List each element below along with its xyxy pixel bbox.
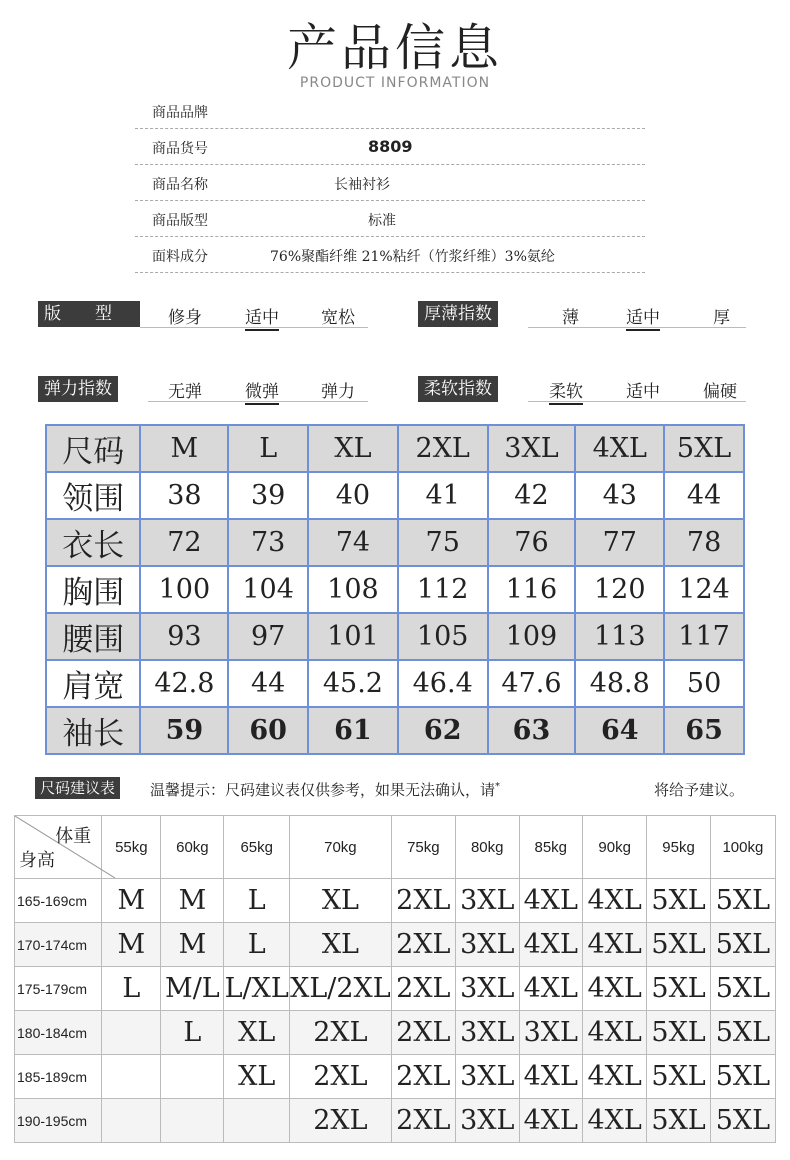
size-cell: 5XL xyxy=(710,967,775,1011)
size-cell: 64 xyxy=(575,707,664,754)
table-row xyxy=(46,566,744,613)
weight-header: 65kg xyxy=(224,816,290,879)
size-cell: 3XL xyxy=(455,879,519,923)
size-cell: 120 xyxy=(575,566,664,613)
height-label: 185-189cm xyxy=(15,1055,102,1099)
size-cell: 4XL xyxy=(519,967,583,1011)
size-cell: 2XL xyxy=(391,923,455,967)
weight-header: 55kg xyxy=(102,816,161,879)
table-row xyxy=(46,707,744,754)
page-subtitle: PRODUCT INFORMATION xyxy=(299,75,491,91)
weight-header: 80kg xyxy=(455,816,519,879)
size-cell: 104 xyxy=(228,566,308,613)
weight-header: 70kg xyxy=(290,816,392,879)
index-option: 宽松 xyxy=(321,308,355,328)
size-cell: 4XL xyxy=(519,1055,583,1099)
size-cell: 2XL xyxy=(391,1011,455,1055)
size-cell: 3XL xyxy=(455,1055,519,1099)
size-cell: 42.8 xyxy=(140,660,228,707)
size-cell: 5XL xyxy=(647,923,711,967)
size-cell: 4XL xyxy=(583,1099,647,1143)
size-cell: 65 xyxy=(664,707,744,754)
info-value: 8809 xyxy=(368,137,413,156)
size-cell: 59 xyxy=(140,707,228,754)
size-header-cell: 3XL xyxy=(488,425,576,472)
index-label-thickness: 厚薄指数 xyxy=(418,301,498,327)
info-row-name xyxy=(135,164,645,201)
size-cell: 4XL xyxy=(583,879,647,923)
size-cell: L xyxy=(102,967,161,1011)
size-cell: 4XL xyxy=(583,923,647,967)
size-cell xyxy=(102,1011,161,1055)
size-cell: 4XL xyxy=(519,879,583,923)
size-row-label: 肩宽 xyxy=(46,660,140,707)
info-value: 76%聚酯纤维 21%粘纤（竹浆纤维）3%氨纶 xyxy=(270,249,555,265)
size-cell: 3XL xyxy=(455,1099,519,1143)
height-label: 165-169cm xyxy=(15,879,102,923)
size-cell: 44 xyxy=(228,660,308,707)
size-header-cell: L xyxy=(228,425,308,472)
corner-cell xyxy=(15,816,102,879)
index-option-selected: 柔软 xyxy=(549,377,583,405)
index-option: 薄 xyxy=(562,308,579,328)
size-cell: L xyxy=(224,879,290,923)
info-label: 商品版型 xyxy=(152,213,208,229)
size-cell: M xyxy=(161,879,224,923)
size-cell: 2XL xyxy=(391,1099,455,1143)
size-cell: L/XL xyxy=(224,967,290,1011)
size-cell: 4XL xyxy=(519,1099,583,1143)
size-header-cell: 尺码 xyxy=(46,425,140,472)
index-option: 无弹 xyxy=(168,382,202,402)
size-header-cell: XL xyxy=(308,425,398,472)
recommend-note xyxy=(150,779,500,800)
size-cell: 5XL xyxy=(647,967,711,1011)
recommend-note-mark: * xyxy=(495,781,501,792)
size-cell: 5XL xyxy=(647,1099,711,1143)
table-row xyxy=(15,967,776,1011)
weight-header: 90kg xyxy=(583,816,647,879)
size-cell: 5XL xyxy=(710,923,775,967)
size-cell: 5XL xyxy=(710,1011,775,1055)
size-cell: 124 xyxy=(664,566,744,613)
size-row-label: 领围 xyxy=(46,472,140,519)
size-cell xyxy=(161,1055,224,1099)
table-row xyxy=(15,1055,776,1099)
index-option-selected: 适中 xyxy=(245,303,279,331)
size-cell: 40 xyxy=(308,472,398,519)
size-row-label: 袖长 xyxy=(46,707,140,754)
size-cell: 100 xyxy=(140,566,228,613)
table-row xyxy=(15,879,776,923)
size-row-label: 腰围 xyxy=(46,613,140,660)
index-option-selected: 适中 xyxy=(626,303,660,331)
size-cell: 4XL xyxy=(583,967,647,1011)
size-cell: 5XL xyxy=(647,879,711,923)
size-recommendation-table xyxy=(14,815,776,1143)
size-cell: 41 xyxy=(398,472,488,519)
size-cell: 109 xyxy=(488,613,576,660)
size-cell: 4XL xyxy=(583,1011,647,1055)
size-cell: 48.8 xyxy=(575,660,664,707)
table-row xyxy=(46,613,744,660)
size-cell: 2XL xyxy=(290,1055,392,1099)
size-cell: 38 xyxy=(140,472,228,519)
size-cell: 60 xyxy=(228,707,308,754)
size-cell: 5XL xyxy=(710,879,775,923)
index-option-selected: 微弹 xyxy=(245,377,279,405)
size-cell: 73 xyxy=(228,519,308,566)
size-cell: XL xyxy=(224,1011,290,1055)
info-row-fit xyxy=(135,200,645,237)
index-option: 偏硬 xyxy=(703,382,737,402)
size-cell: 75 xyxy=(398,519,488,566)
info-row-brand xyxy=(135,92,645,129)
size-cell: 44 xyxy=(664,472,744,519)
info-row-sku xyxy=(135,128,645,165)
size-cell: 105 xyxy=(398,613,488,660)
index-label-softness: 柔软指数 xyxy=(418,376,498,402)
size-cell: 5XL xyxy=(710,1055,775,1099)
size-cell: 101 xyxy=(308,613,398,660)
page-title: 产品信息 xyxy=(287,19,503,77)
size-cell: 50 xyxy=(664,660,744,707)
weight-header: 95kg xyxy=(647,816,711,879)
size-table-header xyxy=(46,425,744,472)
height-label: 170-174cm xyxy=(15,923,102,967)
size-cell: 3XL xyxy=(455,923,519,967)
size-cell: 76 xyxy=(488,519,576,566)
height-label: 190-195cm xyxy=(15,1099,102,1143)
index-option: 弹力 xyxy=(321,382,355,402)
size-cell: 5XL xyxy=(710,1099,775,1143)
size-cell: 108 xyxy=(308,566,398,613)
info-row-fabric xyxy=(135,236,645,273)
index-option: 适中 xyxy=(626,382,660,402)
size-cell: 2XL xyxy=(290,1099,392,1143)
height-label: 180-184cm xyxy=(15,1011,102,1055)
recommend-note-end: 将给予建议。 xyxy=(654,781,745,799)
size-cell: M/L xyxy=(161,967,224,1011)
size-cell: 2XL xyxy=(391,967,455,1011)
info-value: 标准 xyxy=(368,213,396,229)
size-cell xyxy=(161,1099,224,1143)
info-value: 长袖衬衫 xyxy=(334,177,390,193)
size-cell: 42 xyxy=(488,472,576,519)
info-label: 商品货号 xyxy=(152,141,208,157)
size-cell xyxy=(102,1055,161,1099)
weight-header: 60kg xyxy=(161,816,224,879)
size-header-cell: M xyxy=(140,425,228,472)
size-cell: XL xyxy=(224,1055,290,1099)
size-cell: 63 xyxy=(488,707,576,754)
size-row-label: 衣长 xyxy=(46,519,140,566)
size-cell: M xyxy=(102,879,161,923)
table-row xyxy=(15,923,776,967)
height-label: 175-179cm xyxy=(15,967,102,1011)
size-header-cell: 4XL xyxy=(575,425,664,472)
size-cell: 39 xyxy=(228,472,308,519)
index-label-fit: 版 型 xyxy=(38,301,140,327)
size-cell: XL xyxy=(290,879,392,923)
size-header-cell: 5XL xyxy=(664,425,744,472)
size-row-label: 胸围 xyxy=(46,566,140,613)
size-cell: 46.4 xyxy=(398,660,488,707)
index-label-stretch: 弹力指数 xyxy=(38,376,118,402)
size-cell: 2XL xyxy=(391,1055,455,1099)
size-cell: 5XL xyxy=(647,1011,711,1055)
size-cell: 2XL xyxy=(391,879,455,923)
size-cell: 62 xyxy=(398,707,488,754)
size-cell: 74 xyxy=(308,519,398,566)
size-cell: L xyxy=(161,1011,224,1055)
weight-header: 100kg xyxy=(710,816,775,879)
info-label: 商品名称 xyxy=(152,177,208,193)
weight-header: 85kg xyxy=(519,816,583,879)
recommend-header-row xyxy=(15,816,776,879)
size-cell: M xyxy=(102,923,161,967)
size-cell: 3XL xyxy=(455,967,519,1011)
recommend-label: 尺码建议表 xyxy=(35,777,120,799)
size-cell: XL/2XL xyxy=(290,967,392,1011)
size-cell: 113 xyxy=(575,613,664,660)
corner-weight-label: 体重 xyxy=(55,826,92,846)
size-cell xyxy=(102,1099,161,1143)
recommend-note-text: 温馨提示：尺码建议表仅供参考，如果无法确认，请 xyxy=(150,781,496,799)
size-cell: 4XL xyxy=(519,923,583,967)
size-cell: 116 xyxy=(488,566,576,613)
size-cell: 72 xyxy=(140,519,228,566)
size-cell: 45.2 xyxy=(308,660,398,707)
size-header-cell: 2XL xyxy=(398,425,488,472)
weight-header: 75kg xyxy=(391,816,455,879)
size-cell: 78 xyxy=(664,519,744,566)
size-cell: 61 xyxy=(308,707,398,754)
size-cell: 112 xyxy=(398,566,488,613)
size-cell: 3XL xyxy=(519,1011,583,1055)
size-cell: 117 xyxy=(664,613,744,660)
size-cell: 47.6 xyxy=(488,660,576,707)
size-cell: 93 xyxy=(140,613,228,660)
table-row xyxy=(15,1011,776,1055)
size-cell: 3XL xyxy=(455,1011,519,1055)
table-row xyxy=(46,660,744,707)
size-cell: 5XL xyxy=(647,1055,711,1099)
size-cell xyxy=(224,1099,290,1143)
size-table xyxy=(45,424,745,755)
size-cell: XL xyxy=(290,923,392,967)
table-row xyxy=(46,472,744,519)
info-label: 面料成分 xyxy=(152,249,208,265)
size-cell: L xyxy=(224,923,290,967)
index-option: 厚 xyxy=(713,308,730,328)
table-row xyxy=(15,1099,776,1143)
size-cell: M xyxy=(161,923,224,967)
size-cell: 77 xyxy=(575,519,664,566)
corner-height-label: 身高 xyxy=(19,850,55,870)
info-label: 商品品牌 xyxy=(152,105,208,121)
size-cell: 2XL xyxy=(290,1011,392,1055)
index-option: 修身 xyxy=(168,308,202,328)
table-row xyxy=(46,519,744,566)
size-cell: 43 xyxy=(575,472,664,519)
size-cell: 4XL xyxy=(583,1055,647,1099)
size-cell: 97 xyxy=(228,613,308,660)
